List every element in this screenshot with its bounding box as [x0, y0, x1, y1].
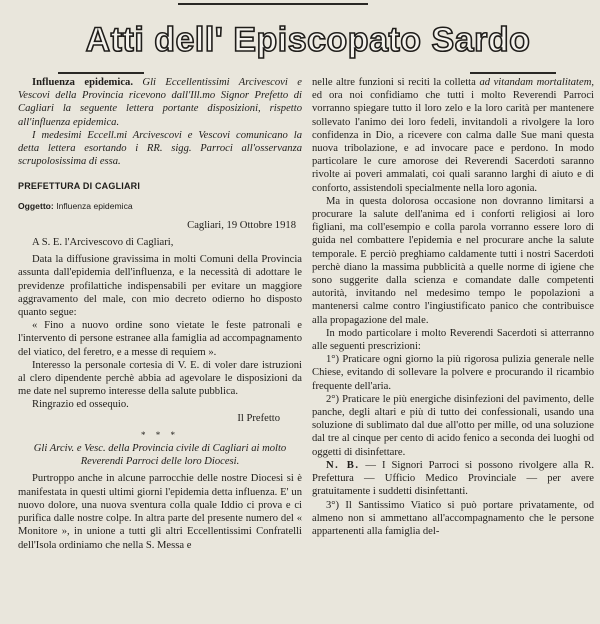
right-column — [312, 76, 594, 538]
letter-date: Cagliari, 19 Ottobre 1918 — [187, 219, 296, 231]
item-2-number: 2°) — [326, 393, 340, 405]
intro-paragraph-2: I medesimi Eccell.mi Arcivescovi e Vescovi comunicano la detta lettera esortando i RR. sigg. Parroci all'osservanza scrupolosissima di essa. — [18, 129, 302, 168]
item-3-number: 3°) — [326, 499, 340, 511]
oggetto-line — [18, 200, 302, 213]
second-section-heading: Gli Arciv. e Vesc. della Provincia civile di Cagliari ai molto Reverendi Parroci delle loro Diocesi. — [33, 443, 287, 468]
letter-quote: « Fino a nuovo ordine sono vietate le feste patronali e l'intervento di persone estranee alla famiglia ad accompagnamento del viatico, del feretro, e a messe di requiem ». — [18, 320, 302, 358]
second-paragraph-1: Purtroppo anche in alcune parrocchie delle nostre Diocesi si è manifestata in questi ultimi giorni l'epidemia detta influenza. E' un nuovo dolore, una nuova sventura colla quale Iddio ci prova e ci purifica dalle nostre colpe. In altra parte del presente numero del « Monitore », in unione a tutti gli altri Eccellentissimi Confratelli dell'Isola ordiniamo che nella S. Messa e — [18, 473, 302, 551]
right-paragraph-3: In modo particolare i molto Reverendi Sacerdoti si atterranno alle seguenti prescrizioni: — [312, 327, 594, 353]
letter-closing: Ringrazio ed ossequio. — [32, 399, 129, 411]
item-3-text: Il Santissimo Viatico si può portare privatamente, od almeno non si ammettano all'accompagnamento che le persone appartenenti alla famiglia del- — [312, 499, 594, 537]
letter-paragraph-2: Interesso la personale cortesia di V. E. di voler dare istruzioni al clero dipendente perchè abbia ad agevolare le disposizioni da me date nel supremo interesse della salute pubblica. — [18, 359, 302, 398]
page-title: Atti dell' Episcopato Sardo — [85, 21, 531, 59]
prescription-item-1 — [312, 353, 594, 393]
section-separator: * * * — [141, 429, 179, 440]
item-1-text: Praticare ogni giorno la più rigorosa pulizia generale nelle Chiese, evitando di sollevare la polvere e procurando il ricambio frequente dell'aria. — [312, 354, 594, 392]
item-2-text: Praticare le più energiche disinfezioni del pavimento, delle panche, degli altari e più di tutto dei confessionali, usando una soluzione di sublimato dal due all'otto per mille, od una soluzione dal tre al cinque per cento di acido fenico a seconda dei luoghi od oggetti di disinfettare. — [312, 393, 594, 458]
intro-lead: Influenza epidemica. — [32, 77, 133, 88]
oggetto-text: Influenza epidemica — [56, 200, 133, 211]
right-paragraph-1 — [312, 76, 594, 195]
intro-paragraph — [18, 76, 302, 129]
oggetto-label: Oggetto: — [18, 200, 54, 211]
item-1-number: 1°) — [326, 354, 340, 366]
left-column — [18, 76, 302, 552]
right-p1-start: nelle altre funzioni si reciti la colletta — [312, 77, 476, 88]
nota-bene — [312, 459, 594, 499]
prescription-item-3 — [312, 499, 594, 539]
right-p1-rest: , ed ora noi confidiamo che tutti i molto Reverendi Parroci vorranno spiegare tutto il loro zelo e la loro carità per mantenere sollevato l'animo dei loro fedeli, invitandoli a rivolgere la loro confidenza in Dio, a ricevere con calma dalle Sue mani questa nuova tribolazione, e ad invocare pace e perdono. In modo particolare le cure amorose dei Reverendi Sacerdoti saranno rivolte ai poveri ammalati, coi quali saranno larghi di aiuto e di conforto, assistendoli specialmente nella loro agonia. — [312, 77, 595, 194]
prescription-item-2 — [312, 393, 594, 459]
letter-addressee: A S. E. l'Arcivescovo di Cagliari, — [32, 237, 174, 249]
page-title-box — [58, 4, 558, 76]
nb-text: — I Signori Parroci si possono rivolgere alla R. Prefettura — Ufficio Medico Provinciale — per avere gratuitamente i suddetti disinfettanti. — [312, 459, 594, 498]
nb-label: N. B. — [326, 459, 360, 471]
letter-signature: Il Prefetto — [237, 412, 280, 424]
prefettura-heading: PREFETTURA DI CAGLIARI — [18, 181, 141, 192]
right-p1-italic: ad vitandam mortalitatem — [479, 77, 592, 88]
letter-paragraph-1: Data la diffusione gravissima in molti Comuni della Provincia assunta dall'epidemia dell'influenza, e la necessità di adottare le previdenze profilattiche indispensabili per evitare un maggiore aggravamento del male, con mio decreto odierno ho disposto quanto segue: — [18, 254, 302, 319]
right-paragraph-2: Ma in questa dolorosa occasione non dovranno limitarsi a procurare la salute dell'anima ed i conforti religiosi ai loro figliani, ma coll'esempio e colla parola vorranno essere loro di guida nel combattere l'epidemia e nel procurare anche la salute temporale. E perciò preghiamo caldamente tutti i nostri Sacerdoti perchè diano la massima pubblicità a quelle norme di igiene che sono suggerite dalla scienza e comandate dalle competenti autorità, invitando nel medesimo tempo le popolazioni a mantenersi calme contro l'ingiustificato panico che contribuisce alla propagazione del male. — [312, 195, 594, 326]
intro-rest: Gli Eccellentissimi Arcivescovi e Vescovi della Provincia ricevono dall'Ill.mo Signor Prefetto di Cagliari la seguente lettera portante disposizioni, rispetto all'influenza epidemica. — [18, 77, 302, 128]
